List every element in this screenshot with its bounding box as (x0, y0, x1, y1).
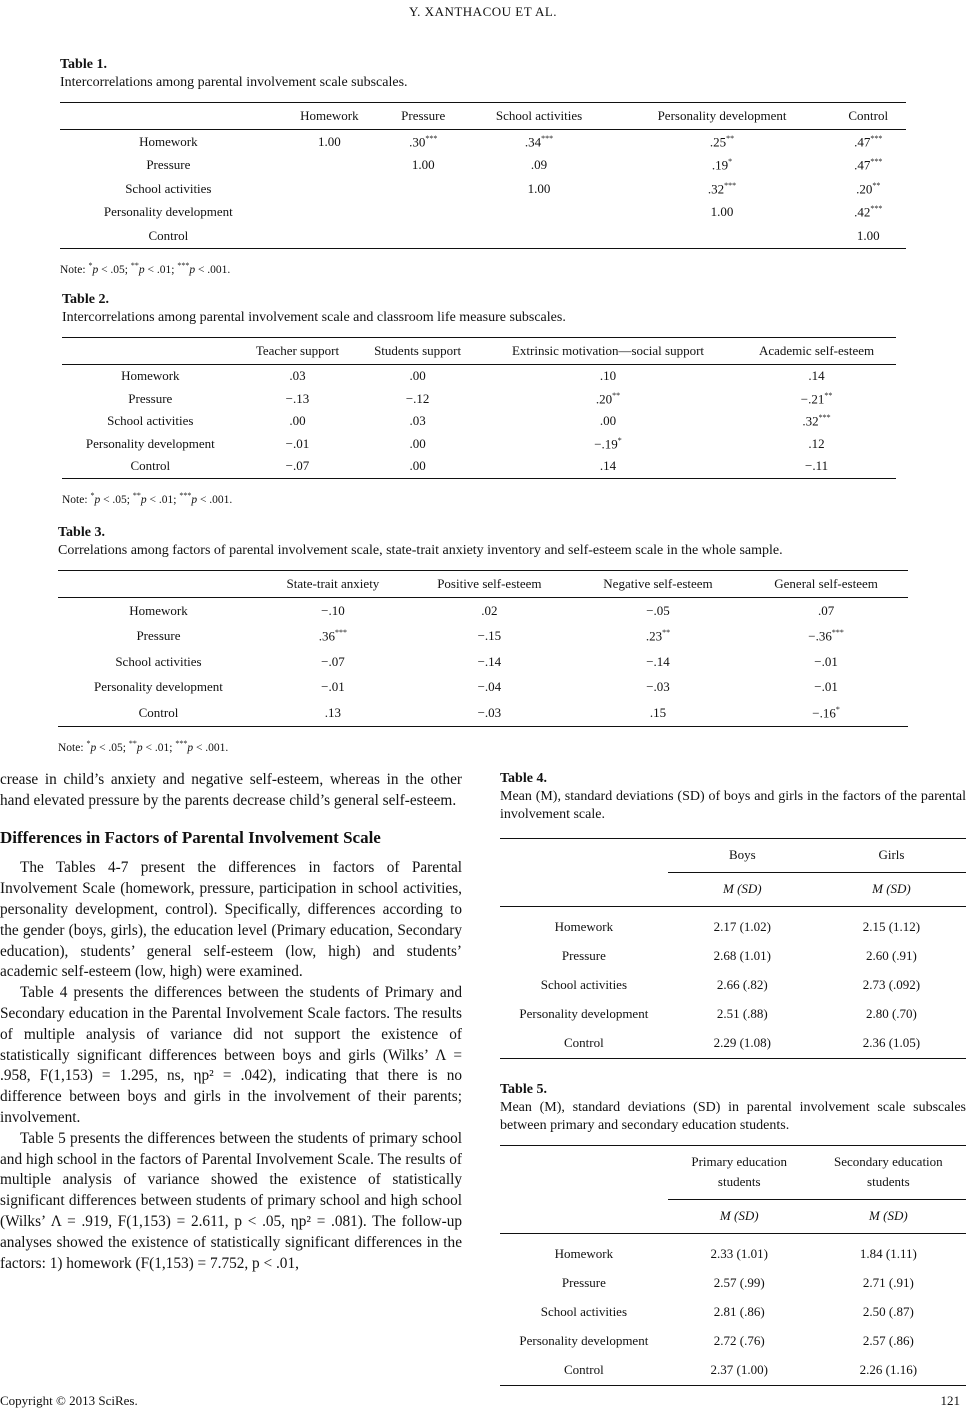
table-cell: −.21** (800, 390, 833, 406)
column-header: State-trait anxiety (259, 571, 407, 598)
table-cell: .03 (289, 368, 306, 384)
row-label: School activities (107, 413, 194, 429)
column-header: School activities (464, 103, 613, 130)
table-cell: 2.71 (.91) (862, 1275, 914, 1291)
table-cell: −.07 (321, 653, 345, 669)
table-cell: .30*** (409, 133, 438, 149)
table-cell: −.13 (285, 390, 310, 406)
table-cell: .00 (409, 368, 426, 384)
significance-marker: *** (541, 133, 554, 143)
row-label: Personality development (94, 679, 223, 695)
table-cell: 2.36 (1.05) (817, 1029, 966, 1059)
significance-marker: *** (870, 204, 883, 214)
row-label: Pressure (146, 157, 191, 173)
table-row (500, 1327, 966, 1356)
significance-marker: *** (724, 180, 737, 190)
table-cell: .23** (645, 628, 671, 644)
table-cell: .34*** (524, 133, 554, 149)
table-1-note: Note: *p < .05; **p < .01; ***p < .001. (60, 260, 231, 276)
table-header-row (58, 571, 908, 598)
table-cell: −.07 (239, 455, 357, 478)
column-header: Students support (356, 338, 479, 365)
table-cell: .00 (409, 435, 426, 451)
table-3-note: Note: *p < .05; **p < .01; ***p < .001. (58, 738, 229, 754)
column-header: Control (830, 103, 906, 130)
significance-marker: * (617, 435, 622, 445)
table-cell: .42*** (854, 204, 883, 220)
table-row (62, 433, 896, 456)
table-row (500, 1356, 966, 1386)
table-cell: −.16* (744, 700, 908, 726)
table-cell: .19* (711, 157, 733, 173)
column-header (500, 1145, 668, 1200)
table-cell (382, 224, 464, 248)
paragraph-continued: crease in child’s anxiety and negative self-esteem, whereas in the other hand elevated pressure by the parents decrease child’s general self-esteem. (0, 771, 462, 809)
table-cell: −.01 (814, 679, 838, 695)
column-subheader: M (SD) (817, 872, 966, 906)
table-header-row (62, 338, 896, 365)
table-row (500, 1269, 966, 1298)
table-3-title: Table 3. (58, 525, 105, 540)
table-row (60, 224, 906, 248)
table-cell: 2.73 (.092) (862, 976, 921, 992)
table-row (500, 1000, 966, 1029)
table-cell: 2.29 (1.08) (668, 1029, 817, 1059)
table-5-caption: Mean (M), standard deviations (SD) in parental involvement scale subscales between primary and secondary education students. (500, 1099, 966, 1133)
table-cell (464, 201, 613, 225)
column-header (500, 839, 668, 873)
column-header: Personality development (614, 103, 831, 130)
row-label: Personality development (519, 1333, 649, 1349)
table-cell: −.15 (477, 628, 502, 644)
significance-marker: *** (818, 413, 831, 423)
row-label: School activities (115, 653, 202, 669)
table-2-caption: Intercorrelations among parental involvement scale and classroom life measure subscales. (62, 310, 566, 325)
table-cell: 2.15 (1.12) (862, 918, 921, 934)
table-cell: .03 (409, 413, 426, 429)
column-subheader (500, 872, 668, 906)
table-cell (464, 224, 613, 248)
row-label: Control (500, 1356, 668, 1386)
significance-marker: ** (662, 628, 671, 638)
table-row (60, 201, 906, 225)
table-cell: −.01 (814, 653, 838, 669)
table-cell: 2.33 (1.01) (710, 1246, 768, 1262)
table-cell: .13 (259, 700, 407, 726)
row-label: Homework (121, 368, 180, 384)
significance-marker: ** (726, 133, 735, 143)
significance-marker: ** (612, 390, 621, 400)
table-cell: .47*** (854, 157, 883, 173)
table-row (60, 177, 906, 201)
table-row (58, 598, 908, 624)
paragraph: The Tables 4-7 present the differences in factors of Parental Involvement Scale (homework, pressure, participation in school activities, personality development, control). Specifically, differences according to the gender (boys, girls), the education level (Primary education, Secondary education), students’ general self-esteem (low, high) and students’ academic self-esteem (low, high) were examined. (0, 859, 462, 981)
table-row (500, 906, 966, 942)
column-header: Academic self-esteem (737, 338, 896, 365)
significance-marker: ** (872, 180, 881, 190)
table-cell: .12 (808, 435, 825, 451)
table-row (58, 700, 908, 726)
table-cell: 2.60 (.91) (865, 947, 917, 963)
table-4-title: Table 4. (500, 771, 547, 786)
table-row (62, 455, 896, 478)
table-cell: 2.57 (.99) (713, 1275, 765, 1291)
row-label: Pressure (561, 947, 606, 963)
significance-marker: * (835, 704, 840, 714)
table-row (62, 365, 896, 388)
table-row (500, 942, 966, 971)
table-cell: −.11 (737, 455, 896, 478)
table-cell: .00 (356, 455, 479, 478)
column-header: Negative self-esteem (572, 571, 744, 598)
row-label: Homework (554, 1246, 614, 1262)
table-4-grid (500, 838, 966, 1059)
row-label: Control (60, 224, 277, 248)
body-text-left-column (0, 770, 462, 1274)
table-3-grid (58, 570, 908, 727)
row-label: Control (58, 700, 259, 726)
table-cell: 1.00 (317, 133, 341, 149)
table-cell: .07 (817, 602, 835, 618)
table-row (60, 154, 906, 178)
table-cell: .20** (595, 390, 621, 406)
table-row (58, 649, 908, 675)
table-row (62, 388, 896, 411)
table-3 (58, 524, 908, 753)
row-label: Homework (139, 133, 198, 149)
column-header: General self-esteem (744, 571, 908, 598)
table-cell: .25** (709, 133, 735, 149)
table-cell: .32*** (802, 413, 831, 429)
table-cell: −.10 (321, 602, 345, 618)
table-cell: −.01 (285, 435, 310, 451)
paragraph: Table 4 presents the differences between the students of Primary and Secondary education in the Parental Involvement Scale factors. The results of multiple analysis of variance did not support the existence of statistically significant differences between boys and girls (Wilks’ Λ = .958, F(1,153) = 1.295, ns, ηp² = .042), indicating that there is no difference between boys and girls in the involvement of their parents; involvement. (0, 984, 462, 1126)
table-cell: 2.51 (.88) (716, 1005, 768, 1021)
column-header: Positive self-esteem (407, 571, 572, 598)
table-5-grid (500, 1145, 966, 1386)
column-header (60, 103, 277, 130)
column-header (58, 571, 259, 598)
table-cell (277, 154, 382, 178)
table-4 (500, 770, 966, 1059)
table-5 (500, 1081, 966, 1386)
table-cell: 2.81 (.86) (713, 1304, 765, 1320)
table-2-grid (62, 337, 896, 479)
sub-header-row (500, 1200, 966, 1234)
table-1-caption: Intercorrelations among parental involvement scale subscales. (60, 75, 408, 90)
column-subheader: M (SD) (668, 872, 817, 906)
column-header (62, 338, 239, 365)
table-cell: 2.80 (.70) (865, 1005, 917, 1021)
table-cell: −.04 (477, 679, 502, 695)
row-label: School activities (540, 1304, 628, 1320)
column-subheader: M (SD) (668, 1200, 811, 1234)
table-cell: −.14 (477, 653, 502, 669)
table-cell: −.14 (646, 653, 670, 669)
right-column-tables (500, 770, 966, 1386)
table-5-title: Table 5. (500, 1081, 547, 1097)
copyright: Copyright © 2013 SciRes. (0, 1393, 138, 1408)
table-cell (277, 201, 382, 225)
column-header: Teacher support (239, 338, 357, 365)
column-subheader: M (SD) (811, 1200, 966, 1234)
row-label: Pressure (136, 628, 181, 644)
table-row (58, 675, 908, 701)
table-cell: 1.00 (527, 180, 551, 196)
significance-marker: * (728, 157, 733, 167)
row-label: School activities (540, 976, 628, 992)
table-cell: .47*** (854, 133, 883, 149)
table-cell: −.03 (407, 700, 572, 726)
table-cell: −.01 (321, 679, 345, 695)
table-row (500, 1298, 966, 1327)
significance-marker: *** (870, 157, 883, 167)
table-cell: −.12 (405, 390, 430, 406)
page-number: 121 (940, 1393, 960, 1408)
table-cell: 2.68 (1.01) (713, 947, 772, 963)
column-header: Boys (668, 839, 817, 873)
column-header: Secondary education students (811, 1145, 966, 1200)
table-cell: −.36*** (808, 628, 844, 644)
column-header: Girls (817, 839, 966, 873)
row-label: Homework (554, 918, 614, 934)
paragraph: Table 5 presents the differences between the students of primary school and high school in the factors of Parental Involvement Scale. The results of multiple analysis of variance showed the existence of statistically significant differences between students of primary school and high school (Wilks’ Λ = .919, F(1,153) = 2.611, p < .05, ηp² = .081). The follow-up analyses showed the existence of statistically significant differences in the factors: 1) homework (F(1,153) = 7.752, p < .01, (0, 1129, 462, 1272)
table-cell: 2.57 (.86) (862, 1333, 914, 1349)
column-header: Pressure (382, 103, 464, 130)
table-cell: 2.26 (1.16) (811, 1356, 966, 1386)
significance-marker: *** (831, 628, 844, 638)
column-subheader (500, 1200, 668, 1234)
table-cell: .36*** (318, 628, 348, 644)
group-header-row (500, 1145, 966, 1200)
table-cell: −.19* (594, 435, 622, 451)
table-row (500, 971, 966, 1000)
significance-marker: *** (870, 133, 883, 143)
row-label: Control (62, 455, 239, 478)
table-cell: .20** (856, 180, 881, 196)
row-label: Personality development (103, 204, 233, 220)
table-cell: .32*** (707, 180, 737, 196)
table-cell (277, 224, 382, 248)
table-row (500, 1029, 966, 1059)
table-cell: 2.17 (1.02) (713, 918, 772, 934)
table-cell: 1.00 (710, 204, 734, 220)
row-label: Personality development (85, 435, 215, 451)
table-row (60, 130, 906, 154)
table-cell: −.03 (646, 679, 670, 695)
column-header: Homework (277, 103, 382, 130)
table-row (500, 1233, 966, 1269)
table-header-row (60, 103, 906, 130)
row-label: Control (500, 1029, 668, 1059)
table-cell: .10 (599, 368, 617, 384)
column-header: Primary education students (668, 1145, 811, 1200)
table-cell: .00 (289, 413, 306, 429)
table-cell: 2.37 (1.00) (668, 1356, 811, 1386)
column-header: Extrinsic motivation—social support (479, 338, 737, 365)
table-cell (614, 224, 831, 248)
table-2-title: Table 2. (62, 292, 109, 307)
running-head: Y. XANTHACOU ET AL. (408, 4, 558, 19)
table-cell: 1.84 (1.11) (859, 1246, 917, 1262)
table-cell: 1.00 (830, 224, 906, 248)
table-cell: .00 (599, 413, 617, 429)
table-2 (62, 291, 896, 505)
row-label: School activities (125, 180, 212, 196)
table-1-title: Table 1. (60, 57, 107, 72)
table-cell (277, 177, 382, 201)
table-row (58, 624, 908, 650)
table-1-grid (60, 102, 906, 249)
table-cell: .15 (572, 700, 744, 726)
row-label: Pressure (128, 390, 173, 406)
group-header-row (500, 839, 966, 873)
sub-header-row (500, 872, 966, 906)
row-label: Homework (129, 602, 188, 618)
table-cell (382, 201, 464, 225)
significance-marker: ** (824, 390, 833, 400)
table-cell: .14 (479, 455, 737, 478)
table-row (62, 410, 896, 433)
table-cell: −.05 (646, 602, 670, 618)
table-1 (60, 56, 906, 275)
section-heading: Differences in Factors of Parental Involvement Scale (0, 827, 381, 847)
table-cell: 1.00 (411, 157, 435, 173)
table-cell: .02 (481, 602, 498, 618)
row-label: Pressure (561, 1275, 606, 1291)
table-cell: 2.72 (.76) (713, 1333, 765, 1349)
significance-marker: *** (425, 133, 438, 143)
row-label: Personality development (519, 1005, 649, 1021)
table-3-caption: Correlations among factors of parental involvement scale, state-trait anxiety inventory and self-esteem scale in the whole sample. (58, 543, 783, 558)
table-cell: .09 (530, 157, 548, 173)
table-2-note: Note: *p < .05; **p < .01; ***p < .001. (62, 490, 233, 506)
table-cell: .14 (808, 368, 825, 384)
table-cell: 2.50 (.87) (862, 1304, 914, 1320)
significance-marker: *** (335, 628, 348, 638)
table-4-caption: Mean (M), standard deviations (SD) of boys and girls in the factors of the parental involvement scale. (500, 789, 966, 822)
table-cell (382, 177, 464, 201)
table-cell: 2.66 (.82) (716, 976, 768, 992)
